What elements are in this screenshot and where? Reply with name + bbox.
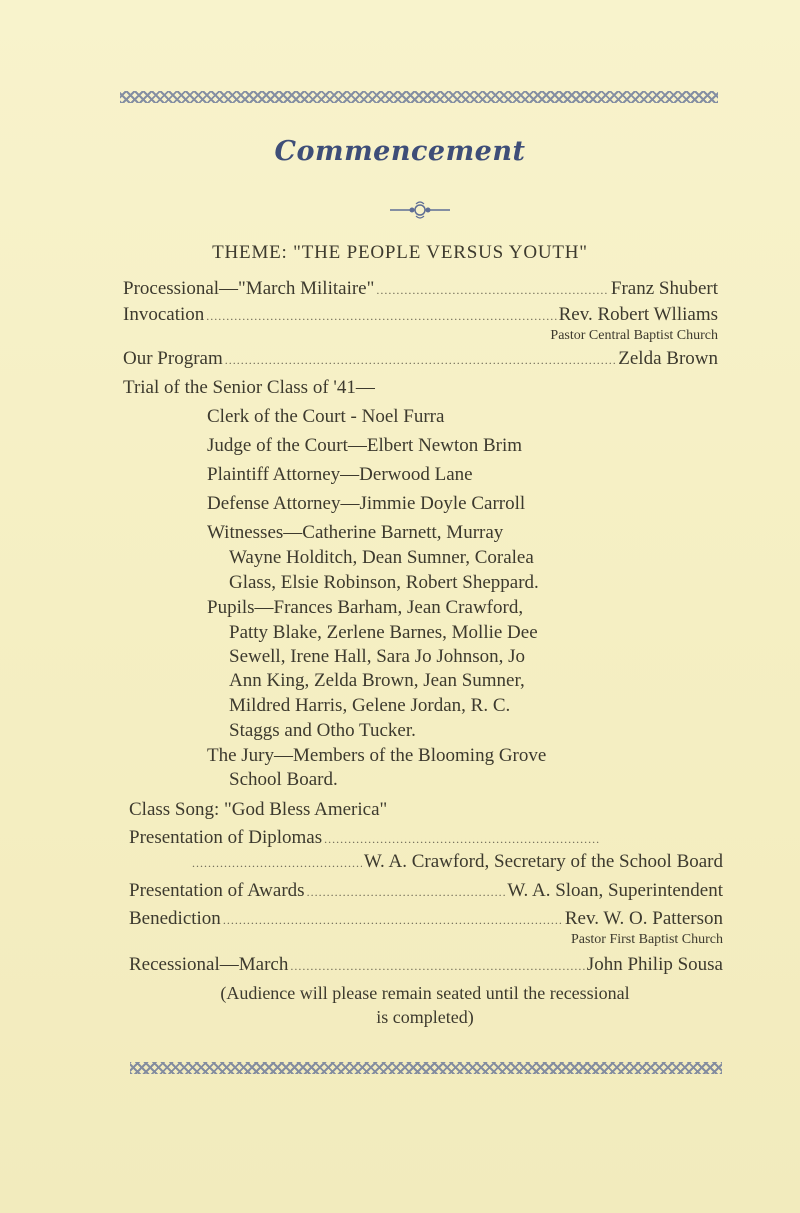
top-decorative-border xyxy=(120,91,718,103)
processional-label: Processional—"March Militaire" xyxy=(123,278,375,299)
our-program-row xyxy=(123,348,718,370)
awards-value: W. A. Sloan, Superintendent xyxy=(507,880,723,901)
pupils-line-4: Ann King, Zelda Brown, Jean Sumner, xyxy=(229,670,525,691)
jury-line-2: School Board. xyxy=(229,769,338,790)
flourish-ornament-icon xyxy=(388,200,452,220)
leader-dots xyxy=(206,309,556,324)
invocation-subtitle: Pastor Central Baptist Church xyxy=(550,328,718,343)
our-program-value: Zelda Brown xyxy=(618,348,718,369)
benediction-subtitle: Pastor First Baptist Church xyxy=(570,932,723,947)
benediction-row xyxy=(129,908,723,930)
awards-label: Presentation of Awards xyxy=(129,880,305,901)
leader-dots xyxy=(307,885,506,900)
benediction-label: Benediction xyxy=(129,908,221,929)
invocation-label: Invocation xyxy=(123,304,205,325)
leader-dots xyxy=(223,913,563,928)
recessional-row xyxy=(129,954,723,976)
jury-line-1: The Jury—Members of the Blooming Grove xyxy=(207,745,547,766)
recessional-value: John Philip Sousa xyxy=(586,954,723,975)
leader-dots xyxy=(225,353,617,368)
pupils-line-1: Pupils—Frances Barham, Jean Crawford, xyxy=(207,597,524,618)
awards-row xyxy=(129,880,723,902)
judge-line: Judge of the Court—Elbert Newton Brim xyxy=(207,435,523,456)
leader-dots xyxy=(324,832,599,847)
invocation-value: Rev. Robert Wlliams xyxy=(558,304,718,325)
diplomas-row xyxy=(129,827,601,849)
audience-note-line-1: (Audience will please remain seated until the recessional xyxy=(220,983,630,1003)
witnesses-line-1: Witnesses—Catherine Barnett, Murray xyxy=(207,522,504,543)
benediction-value: Rev. W. O. Patterson xyxy=(564,908,723,929)
leader-dots xyxy=(290,959,584,974)
page-title: Commencement xyxy=(274,136,526,167)
audience-note-line-2: is completed) xyxy=(376,1007,474,1027)
diplomas-label: Presentation of Diplomas xyxy=(129,827,323,848)
bottom-decorative-border xyxy=(130,1062,722,1074)
leader-dots xyxy=(376,283,609,298)
theme-heading: THEME: "THE PEOPLE VERSUS YOUTH" xyxy=(212,242,588,263)
invocation-row xyxy=(123,304,718,326)
pupils-line-6: Staggs and Otho Tucker. xyxy=(229,720,416,741)
leader-dots xyxy=(192,856,362,871)
pupils-line-3: Sewell, Irene Hall, Sara Jo Johnson, Jo xyxy=(229,646,526,667)
our-program-label: Our Program xyxy=(123,348,223,369)
diplomas-presenter-row xyxy=(190,851,723,873)
processional-value: Franz Shubert xyxy=(610,278,718,299)
diplomas-value: W. A. Crawford, Secretary of the School Board xyxy=(363,851,723,872)
trial-heading: Trial of the Senior Class of '41— xyxy=(123,377,375,398)
pupils-line-5: Mildred Harris, Gelene Jordan, R. C. xyxy=(229,695,511,716)
witnesses-line-3: Glass, Elsie Robinson, Robert Sheppard. xyxy=(229,572,539,593)
witnesses-line-2: Wayne Holditch, Dean Sumner, Coralea xyxy=(229,547,534,568)
class-song-line: Class Song: "God Bless America" xyxy=(129,799,388,820)
pupils-line-2: Patty Blake, Zerlene Barnes, Mollie Dee xyxy=(229,622,538,643)
clerk-line: Clerk of the Court - Noel Furra xyxy=(207,406,445,427)
processional-row xyxy=(123,278,718,300)
defense-line: Defense Attorney—Jimmie Doyle Carroll xyxy=(207,493,526,514)
recessional-label: Recessional—March xyxy=(129,954,289,975)
plaintiff-line: Plaintiff Attorney—Derwood Lane xyxy=(207,464,473,485)
